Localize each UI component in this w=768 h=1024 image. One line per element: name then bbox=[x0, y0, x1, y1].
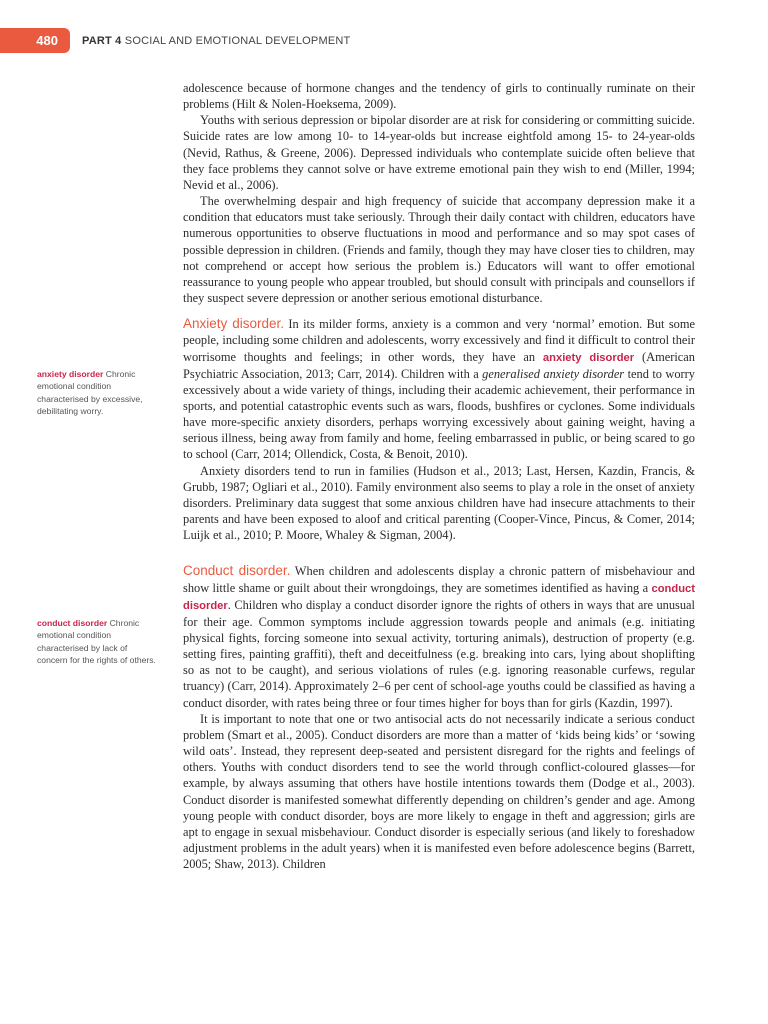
text-run: (American Psychiatric Association, 2013; Carr, 2014). Children with a bbox=[183, 349, 695, 381]
keyword-anxiety: anxiety disorder bbox=[542, 351, 635, 364]
anxiety-heading: Anxiety disorder. bbox=[183, 316, 285, 332]
main-text bbox=[183, 80, 695, 872]
running-head bbox=[82, 35, 350, 47]
margin-note-conduct bbox=[37, 617, 157, 666]
paragraph: adolescence because of hormone changes and the tendency of girls to continually ruminate on their problems (Hilt & Nolen-Hoeksema, 2009). bbox=[183, 81, 695, 112]
paragraph: The overwhelming despair and high frequency of suicide that accompany depression make it a condition that educators must take seriously. Through their daily contact with children, educators have numerous opportunities to observe fluctuations in mood and performance and so may spot cases of possible depression in children. (Friends and family, though they may have closer ties to children, may not comprehend or accept how serious the problem is.) Educators will want to offer emotional reassurance to young people who appear troubled, but should consult with principals and counsellors if they suspect severe depression or another serious emotional disturbance. bbox=[183, 194, 695, 306]
conduct-heading: Conduct disorder. bbox=[183, 563, 291, 579]
margin-definition: Chronic emotional condition characterised by lack of concern for the rights of others. bbox=[37, 618, 156, 665]
margin-definition: Chronic emotional condition characterised by excessive, debilitating worry. bbox=[37, 369, 143, 416]
paragraph: Youths with serious depression or bipolar disorder are at risk for considering or committing suicide. Suicide rates are low among 10- to 14-year-olds but increase eightfold among 15- to 24-year-olds (Nevid, Rathus, & Greene, 2006). Depressed individuals who contemplate suicide often believe that they face problems they cannot solve or have extreme emotional pain they wish to end (Miller, 1994; Nevid et al., 2006). bbox=[183, 113, 695, 192]
page-number: 480 bbox=[0, 28, 70, 53]
margin-term: anxiety disorder bbox=[37, 369, 104, 379]
anxiety-section-paragraph bbox=[183, 316, 695, 462]
italic-term: generalised anxiety disorder bbox=[482, 366, 625, 381]
part-label: PART 4 bbox=[82, 35, 122, 47]
section-title: SOCIAL AND EMOTIONAL DEVELOPMENT bbox=[124, 35, 351, 47]
paragraph: Anxiety disorders tend to run in families (Hudson et al., 2013; Last, Hersen, Kazdin, Francis, & Grubb, 1987; Ogliari et al., 2010). Family environment also seems to play a role in the onset of anxiety disorders. Preliminary data suggest that some anxious children have had insecure attachments to their parents and have been exposed to aloof and critical parenting (Cooper-Vince, Pincus, & Comer, 2014; Luijk et al., 2010; P. Moore, Whaley & Sigman, 2004). bbox=[183, 463, 695, 543]
margin-note-anxiety bbox=[37, 368, 157, 417]
paragraph: It is important to note that one or two antisocial acts do not necessarily indicate a serious conduct problem (Smart et al., 2005). Conduct disorders are more than a matter of ‘kids being kids’ or ‘sowing wild oats’. Instead, they represent deep-seated and persistent disregard for the rights and feelings of others. Youths with conduct disorders tend to see the world through conflict-coloured glasses—for example, by always assuming that others have hostile intentions towards them (Dodge et al., 2003). Conduct disorder is manifested somewhat differently depending on children’s gender and age. Among young people with conduct disorder, boys are more likely to engage in theft and aggression; girls are apt to engage in sexual misbehaviour. Conduct disorder is especially serious (and likely to foreshadow adjustment problems in the adult years) when it is manifested even before adolescence begins (Barrett, 2005; Shaw, 2013). Children bbox=[183, 711, 695, 872]
text-run: When children and adolescents display a chronic pattern of misbehaviour and show little shame or guilt about their wrongdoings, they are sometimes identified as having a bbox=[183, 564, 696, 595]
conduct-section-paragraph bbox=[183, 563, 695, 710]
text-run: In its milder forms, anxiety is a common and very ‘normal’ emotion. But some people, including some children and adolescents, worry excessively and find it difficult to control their worrisome thoughts and feelings; in other words, they have an bbox=[183, 317, 695, 364]
keyword-conduct: conduct disorder bbox=[183, 582, 695, 612]
text-run: tend to worry excessively about a wide variety of things, including their academic achievement, their performance in sports, and potential catastrophic events such as wars, floods, bushfires or cyclones. Some individuals have more-specific anxiety disorders, perhaps worrying excessively about gaining weight, having a serious illness, being away from family and home, feeling embarrassed in public, or being scared to go to school (Carr, 2014; Ollendick, Costa, & Benoit, 2010). bbox=[183, 366, 695, 462]
margin-term: conduct disorder bbox=[37, 618, 108, 628]
text-run: . Children who display a conduct disorder ignore the rights of others in ways that are unusual for their age. Common symptoms include aggression towards people and animals (e.g. initiating physical fights, forcing someone into sexual activity, torturing animals), destruction of property (e.g. setting fires, painting graffiti), theft and deceitfulness (e.g. breaking into cars, lying about shoplifting so as not to be caught), and serious violations of rules (e.g. ignoring reasonable curfews, regular truancy) (Carr, 2014). Approximately 2–6 per cent of school-age youths could be classified as having a conduct disorder, with rates being three or four times higher for boys than for girls (Kazdin, 1997). bbox=[183, 597, 695, 710]
page-header bbox=[0, 0, 768, 82]
